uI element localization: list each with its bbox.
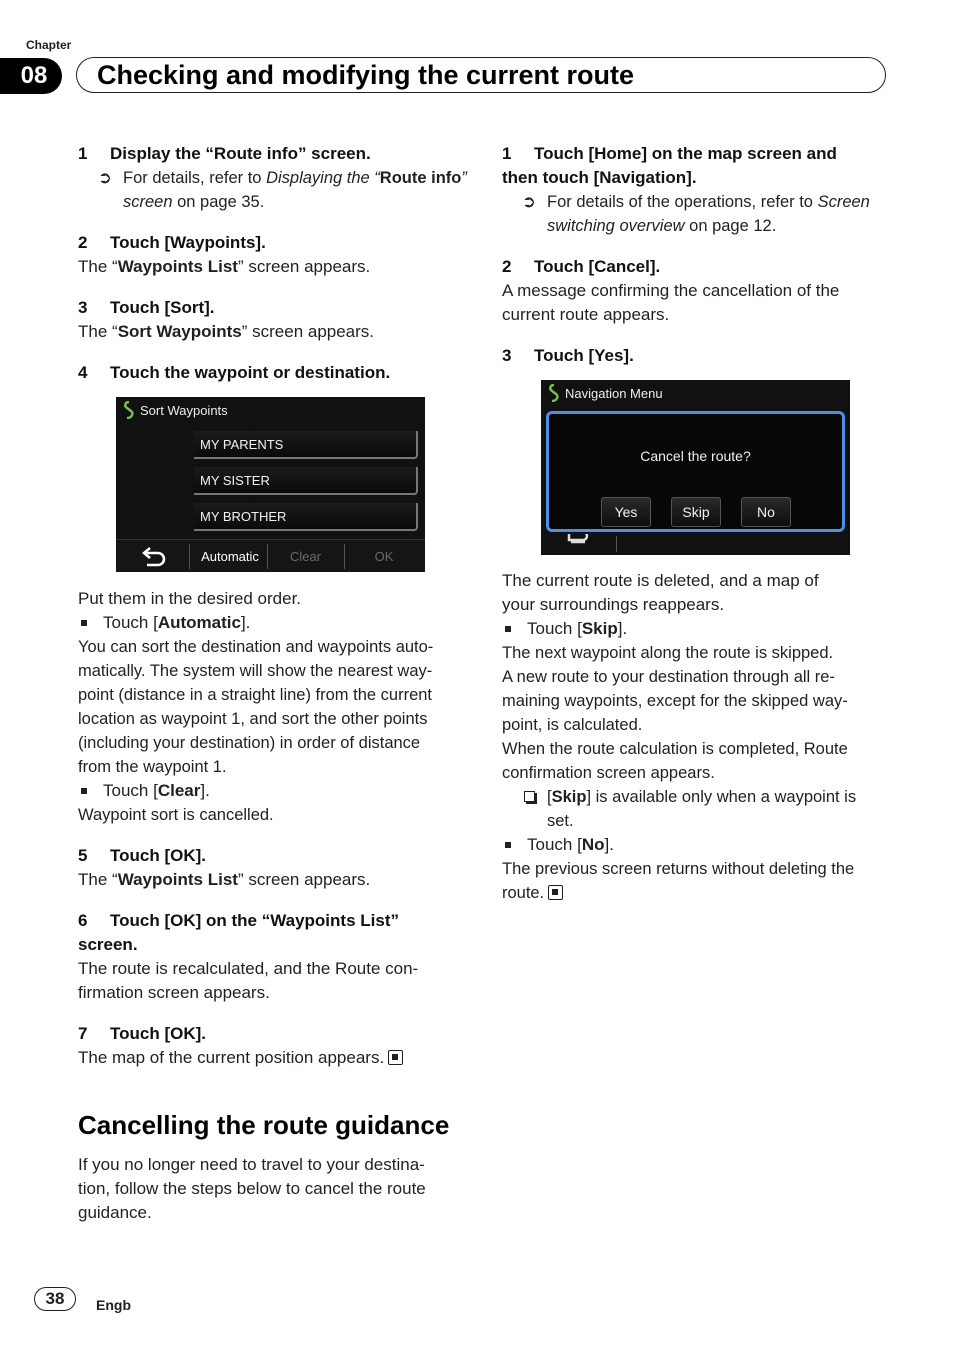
right-column-lower xyxy=(502,569,897,905)
cancel-route-dialog xyxy=(546,411,845,532)
back-arrow-icon xyxy=(140,546,168,568)
right-step-3: 3 Touch [Yes]. xyxy=(502,346,634,365)
order-text: Put them in the desired order. xyxy=(78,589,302,608)
back-button[interactable] xyxy=(134,540,174,572)
left-step-2: 2 Touch [Waypoints]. xyxy=(78,233,266,252)
left-column-lower xyxy=(78,587,473,1070)
yes-button[interactable]: Yes xyxy=(601,497,651,527)
waypoint-row[interactable]: MY PARENTS xyxy=(194,431,418,459)
chapter-label: Chapter xyxy=(26,38,72,52)
end-mark-icon xyxy=(548,885,563,900)
skip-button[interactable]: Skip xyxy=(671,497,721,527)
ok-button[interactable]: OK xyxy=(374,549,394,564)
square-bullet-icon xyxy=(505,626,511,632)
page-number: 38 xyxy=(34,1287,76,1311)
clear-bullet: Touch [Clear]. xyxy=(78,779,473,803)
navigation-menu-title-bar xyxy=(547,384,663,402)
navigation-icon xyxy=(547,384,561,402)
left-step-6: 6 Touch [OK] on the “Waypoints List” xyxy=(78,911,399,930)
automatic-button[interactable]: Automatic xyxy=(201,549,259,564)
arrow-right-icon: ➲ xyxy=(522,193,536,211)
no-description: The previous screen returns without deleting the route. xyxy=(502,860,855,902)
section-intro: If you no longer need to travel to your destina- tion, follow the steps below to cancel the route guidance. xyxy=(78,1155,426,1222)
square-bullet-icon xyxy=(505,842,511,848)
navigation-icon xyxy=(122,401,136,419)
left-step-1-note: ➲ For details, refer to Displaying the “Route info” screen on page 35. xyxy=(78,166,468,214)
clear-button[interactable]: Clear xyxy=(289,549,322,564)
sort-waypoints-title-bar xyxy=(122,401,228,419)
square-bullet-icon xyxy=(81,620,87,626)
dialog-message: Cancel the route? xyxy=(640,448,751,464)
arrow-right-icon: ➲ xyxy=(98,169,112,187)
right-step-1-note: ➲ For details of the operations, refer to Screen switching overview on page 12. xyxy=(502,190,897,238)
skip-description: The next waypoint along the route is skipped. A new route to your destination through all re- maining waypoints, except for the skipped way- point, is calculated. When the route calculation is completed, Route confirmation screen appears. xyxy=(502,644,848,782)
left-step-7-body: The map of the current position appears. xyxy=(78,1046,473,1070)
checkbox-bullet-icon xyxy=(524,791,535,802)
waypoint-row[interactable]: MY SISTER xyxy=(194,467,418,495)
right-step-1: 1 Touch [Home] on the map screen and xyxy=(502,144,837,163)
left-step-5: 5 Touch [OK]. xyxy=(78,846,206,865)
route-deleted-text: The current route is deleted, and a map of your surroundings reappears. xyxy=(502,571,819,614)
left-step-3-body: The “Sort Waypoints” screen appears. xyxy=(78,322,375,341)
navigation-menu-screenshot xyxy=(541,380,850,555)
navigation-menu-title: Navigation Menu xyxy=(565,385,663,401)
sort-waypoints-screenshot xyxy=(116,397,425,572)
left-step-1: 1 Display the “Route info” screen. xyxy=(78,144,371,163)
automatic-description: You can sort the destination and waypoints auto- matically. The system will show the nearest way- point (distance in a straight line) from the current location as waypoint 1, and sort the other points (including your destination) in order of distance from the waypoint 1. xyxy=(78,638,434,776)
language-code: Engb xyxy=(96,1297,131,1313)
square-bullet-icon xyxy=(81,788,87,794)
left-step-4: 4 Touch the waypoint or destination. xyxy=(78,363,391,382)
skip-bullet: Touch [Skip]. xyxy=(502,617,897,641)
right-column xyxy=(502,142,897,368)
end-mark-icon xyxy=(388,1050,403,1065)
right-step-1-cont: then touch [Navigation]. xyxy=(502,168,697,187)
clear-description: Waypoint sort is cancelled. xyxy=(78,806,274,824)
left-step-3: 3 Touch [Sort]. xyxy=(78,298,215,317)
left-step-6-body: The route is recalculated, and the Route con- firmation screen appears. xyxy=(78,959,419,1002)
right-step-2-body: A message confirming the cancellation of the current route appears. xyxy=(502,281,840,324)
section-heading: Cancelling the route guidance xyxy=(78,1110,450,1140)
no-bullet: Touch [No]. xyxy=(502,833,897,857)
left-step-6-cont: screen. xyxy=(78,935,138,954)
no-button[interactable]: No xyxy=(741,497,791,527)
right-step-2: 2 Touch [Cancel]. xyxy=(502,257,661,276)
left-column xyxy=(78,142,468,385)
left-step-2-body: The “Waypoints List” screen appears. xyxy=(78,257,371,276)
automatic-bullet: Touch [Automatic]. xyxy=(78,611,473,635)
waypoint-row[interactable]: MY BROTHER xyxy=(194,503,418,531)
back-arrow-icon xyxy=(563,534,593,555)
chapter-number-badge: 08 xyxy=(0,58,62,94)
sort-waypoints-title: Sort Waypoints xyxy=(140,402,228,418)
left-step-7: 7 Touch [OK]. xyxy=(78,1024,206,1043)
left-step-5-body: The “Waypoints List” screen appears. xyxy=(78,870,371,889)
skip-note: [Skip] is available only when a waypoint is set. xyxy=(502,785,897,833)
sort-bottom-bar xyxy=(116,539,425,572)
chapter-title: Checking and modifying the current route xyxy=(76,57,886,93)
